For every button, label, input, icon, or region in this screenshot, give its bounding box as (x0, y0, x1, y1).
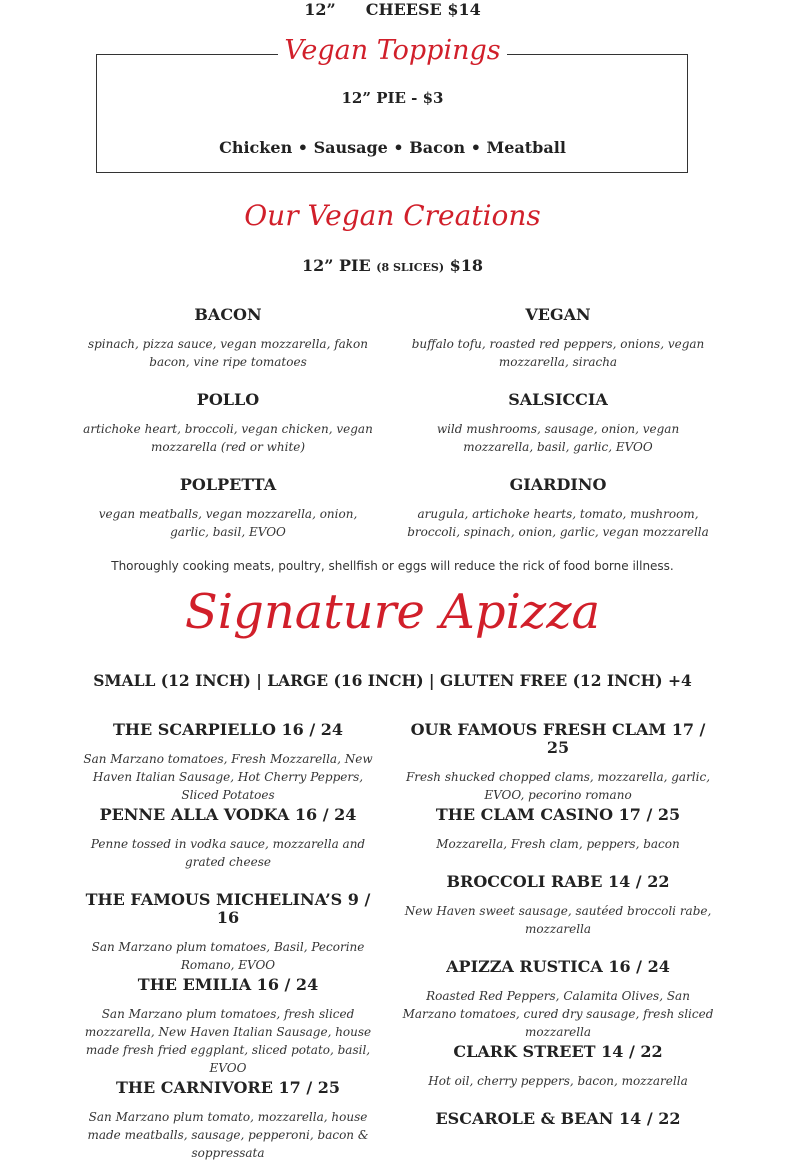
cheese-pie-line (0, 0, 785, 19)
menu-item: OUR FAMOUS FRESH CLAM 17 / 25 Fresh shucked chopped clams, mozzarella, garlic, EVOO, pecorino romano (405, 720, 711, 802)
pizza-sizes-line: SMALL (12 INCH) | LARGE (16 INCH) | GLUTEN FREE (12 INCH) +4 (93, 671, 692, 690)
menu-item: GIARDINO arugula, artichoke hearts, tomato, mushroom, broccoli, spinach, onion, garlic, vegan mozzarella (407, 475, 709, 539)
menu-item: THE EMILIA 16 / 24 San Marzano plum tomatoes, fresh sliced mozzarella, New Haven Italian Sausage, house made fresh fried eggplant, sliced potato, basil, EVOO (84, 975, 372, 1075)
cheese-price: CHEESE $14 (365, 0, 481, 19)
menu-item: THE CLAM CASINO 17 / 25 Mozzarella, Fresh clam, peppers, bacon (435, 805, 681, 851)
vegan-creations-title: Our Vegan Creations (244, 199, 541, 232)
food-safety-notice: Thoroughly cooking meats, poultry, shellfish or eggs will reduce the rick of food borne illness. (111, 559, 674, 573)
menu-item: THE FAMOUS MICHELINA’S 9 / 16 San Marzano plum tomatoes, Basil, Pecorine Romano, EVOO (85, 890, 371, 972)
signature-apizza-title: Signature Apizza (184, 584, 601, 640)
menu-item: SALSICCIA wild mushrooms, sausage, onion, vegan mozzarella, basil, garlic, EVOO (436, 390, 680, 454)
vegan-toppings-title: Vegan Toppings (0, 35, 785, 66)
slice-count: (8 SLICES) (376, 261, 445, 274)
vegan-pie-price-line: 12” PIE (8 SLICES) $18 (301, 256, 484, 275)
menu-item: APIZZA RUSTICA 16 / 24 Roasted Red Peppers, Calamita Olives, San Marzano tomatoes, cured dry sausage, fresh sliced mozzarella (402, 957, 714, 1039)
menu-item: POLLO artichoke heart, broccoli, vegan chicken, vegan mozzarella (red or white) (83, 390, 373, 454)
menu-item: CLARK STREET 14 / 22 Hot oil, cherry peppers, bacon, mozzarella (428, 1042, 688, 1088)
menu-item: PENNE ALLA VODKA 16 / 24 Penne tossed in vodka sauce, mozzarella and grated cheese (90, 805, 366, 869)
vegan-pie-price: $18 (449, 256, 484, 275)
menu-item: VEGAN buffalo tofu, roasted red peppers, onions, vegan mozzarella, siracha (411, 305, 705, 369)
menu-item: ESCAROLE & BEAN 14 / 22 (435, 1109, 681, 1128)
menu-item: THE SCARPIELLO 16 / 24 San Marzano tomatoes, Fresh Mozzarella, New Haven Italian Sausage, Hot Cherry Peppers, Sliced Potatoes (83, 720, 373, 802)
vegan-toppings-price: 12” PIE - $3 (341, 89, 444, 107)
menu-item: BROCCOLI RABE 14 / 22 New Haven sweet sausage, sautéed broccoli rabe, mozzarella (404, 872, 712, 936)
cheese-size: 12” (304, 0, 336, 19)
menu-item: THE CARNIVORE 17 / 25 San Marzano plum tomato, mozzarella, house made meatballs, sausage, pepperoni, bacon & soppressata (87, 1078, 369, 1160)
vegan-toppings-options: Chicken • Sausage • Bacon • Meatball (219, 138, 566, 157)
menu-item: POLPETTA vegan meatballs, vegan mozzarella, onion, garlic, basil, EVOO (98, 475, 358, 539)
menu-item: BACON spinach, pizza sauce, vegan mozzarella, fakon bacon, vine ripe tomatoes (87, 305, 369, 369)
